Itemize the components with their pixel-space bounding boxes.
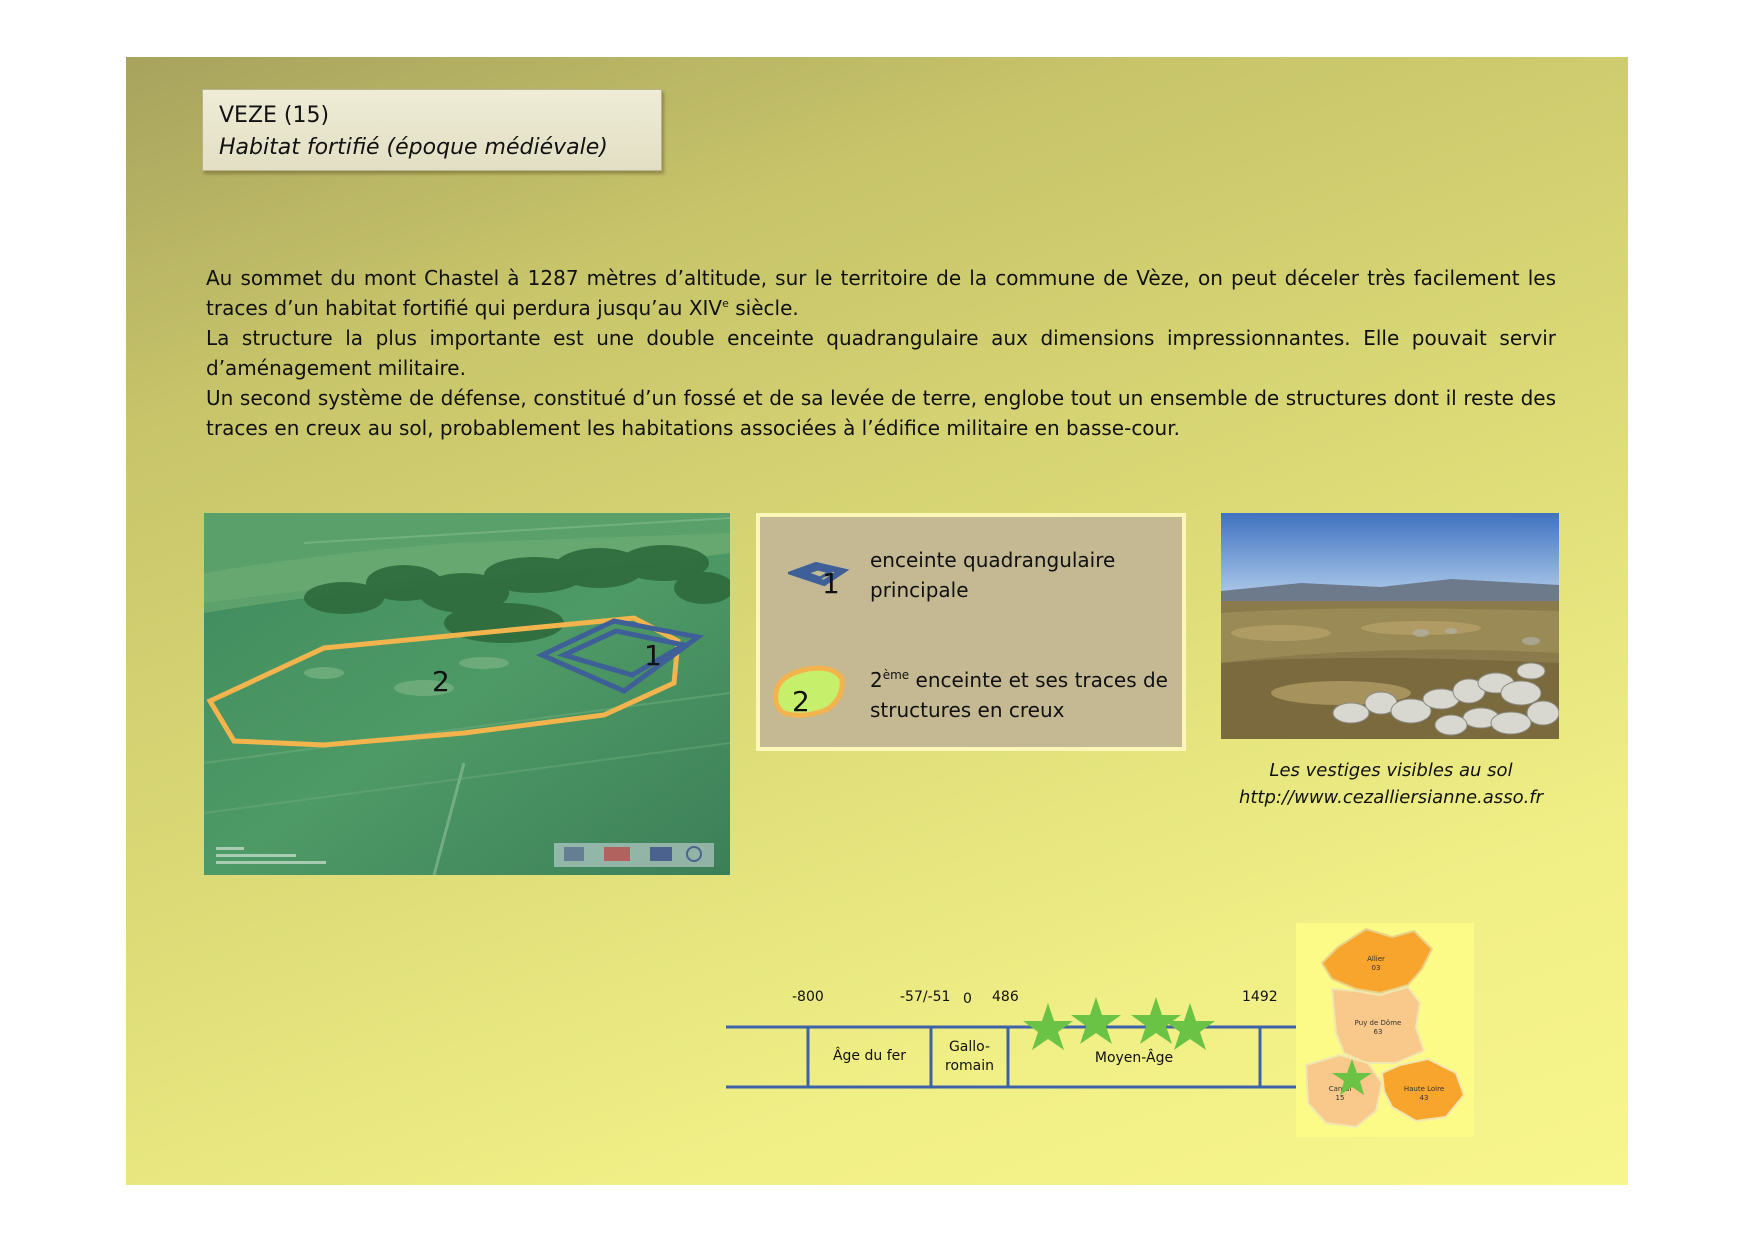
map-num-allier: 03 (1371, 964, 1381, 972)
date-1492: 1492 (1242, 989, 1278, 1005)
map-label-puy: Puy de Dôme (1354, 1019, 1402, 1027)
paragraph-1-end: siècle. (728, 296, 799, 320)
caption-url: http://www.cezalliersianne.asso.fr (1238, 787, 1544, 808)
period-gallo-line-2: romain (945, 1058, 994, 1074)
paragraph-1 (206, 263, 1556, 323)
legend-number-2: 2 (792, 685, 810, 718)
star-icon (1165, 1003, 1215, 1050)
aerial-label-2: 2 (432, 665, 450, 698)
slide (126, 57, 1628, 1185)
page-subtitle: Habitat fortifié (époque médiévale) (219, 135, 608, 160)
legend-item-2-sup: ème (882, 668, 910, 682)
map-label-allier: Allier (1367, 955, 1385, 963)
map-num-puy: 63 (1373, 1028, 1383, 1036)
star-icon (1023, 1003, 1073, 1050)
paragraph-3: Un second système de défense, constitué d’un fossé et de sa levée de terre, englobe tout un ensemble de structures dont il reste des traces en creux au sol, probablement les habitations associées à l’édifice militaire en basse-cour. (206, 386, 1556, 440)
date-minus-57: -57/-51 (900, 989, 951, 1005)
period-gallo-roman (931, 1038, 1008, 1076)
timeline (726, 987, 1336, 1147)
page-title: VEZE (15) (219, 103, 330, 128)
century-superscript: e (722, 297, 729, 310)
aerial-photo (204, 513, 730, 875)
star-icon (1131, 997, 1181, 1044)
legend-item-1-text: enceinte quadrangulaire principale (870, 548, 1116, 602)
legend-number-1: 1 (822, 567, 840, 597)
date-486: 486 (992, 989, 1019, 1005)
period-iron-age: Âge du fer (832, 1048, 907, 1064)
date-minus-800: -800 (792, 989, 824, 1005)
aerial-label-1: 1 (644, 639, 662, 672)
paragraph-2: La structure la plus importante est une double enceinte quadrangulaire aux dimensions impressionnantes. Elle pouvait servir d’aménagement militaire. (206, 326, 1556, 380)
title-box (202, 89, 662, 171)
description-text (206, 263, 1556, 443)
map-label-haute-loire: Haute Loire (1403, 1085, 1445, 1093)
map-num-haute-loire: 43 (1419, 1094, 1429, 1102)
caption-line-1: Les vestiges visibles au sol (1269, 760, 1513, 781)
map-label-cantal: Cantal (1328, 1085, 1352, 1093)
legend-box (756, 513, 1186, 751)
period-gallo-line-1: Gallo- (948, 1039, 991, 1055)
legend-item-2-label: enceinte et ses traces de structures en creux (870, 668, 1168, 722)
legend-item-2-text (870, 665, 1180, 725)
period-middle-ages: Moyen-Âge (1094, 1050, 1174, 1066)
photo-caption (1186, 757, 1596, 811)
paragraph-1-text: Au sommet du mont Chastel à 1287 mètres d’altitude, sur le territoire de la commune de Vèze, on peut déceler très facilement les traces d’un habitat fortifié qui perdura jusqu’au XIV (206, 266, 1556, 320)
legend-item-2-prefix: 2 (870, 668, 883, 692)
legend-enceinte-2-symbol (768, 657, 858, 727)
date-zero: 0 (963, 991, 972, 1007)
map-num-cantal: 15 (1335, 1094, 1345, 1102)
ground-photo (1221, 513, 1559, 739)
star-icon (1071, 997, 1121, 1044)
region-map (1296, 923, 1474, 1137)
legend-enceinte-1-symbol (788, 557, 858, 597)
